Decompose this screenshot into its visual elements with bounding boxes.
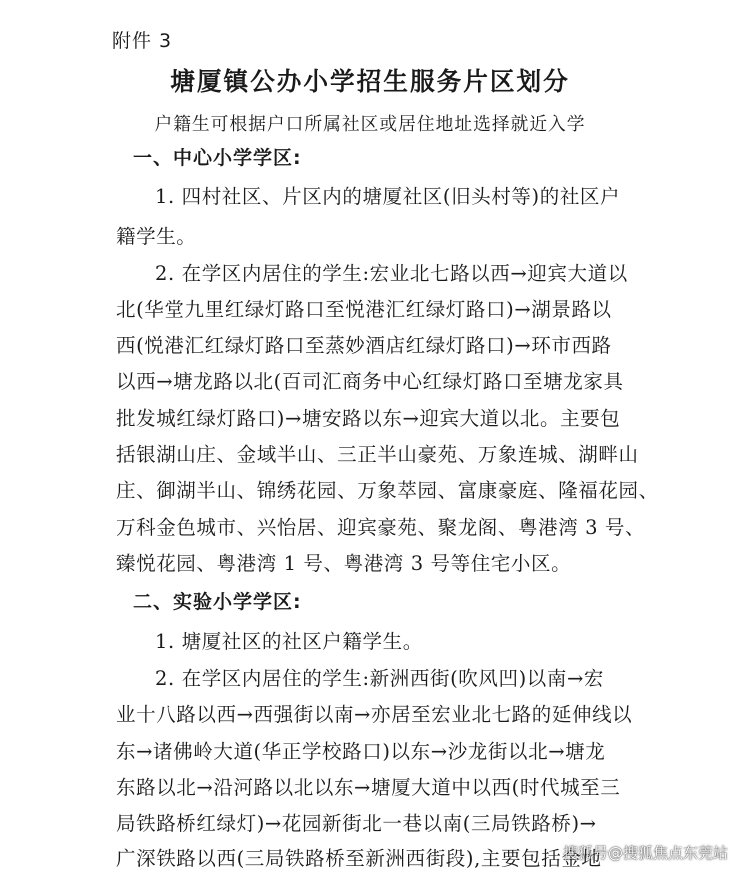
section1-heading: 一、中心小学学区: bbox=[133, 147, 302, 169]
paragraph-line: 括银湖山庄、金域半山、三正半山豪苑、万象连城、湖畔山 bbox=[116, 443, 639, 466]
paragraph-line: 批发城红绿灯路口)→塘安路以东→迎宾大道以北。主要包 bbox=[116, 407, 621, 430]
paragraph-line: 业十八路以西→西强街以南→亦居至宏业北七路的延伸线以 bbox=[116, 703, 633, 726]
paragraph-line: 东路以北→沿河路以北以东→塘厦大道中以西(时代城至三 bbox=[116, 776, 621, 799]
paragraph-line: 广深铁路以西(三局铁路桥至新洲西街段),主要包括金地 bbox=[116, 847, 602, 870]
paragraph-line: 2. 在学区内居住的学生:新洲西街(吹风凹)以南→宏 bbox=[155, 667, 605, 690]
paragraph-line: 西(悦港汇红绿灯路口至蒸妙酒店红绿灯路口)→环市西路 bbox=[116, 334, 612, 357]
paragraph-line: 局铁路桥红绿灯)→花园新街北一巷以南(三局铁路桥)→ bbox=[116, 812, 597, 835]
paragraph-line: 2. 在学区内居住的学生:宏业北七路以西→迎宾大道以 bbox=[155, 262, 628, 285]
attachment-label: 附件 3 bbox=[112, 30, 173, 52]
paragraph-line: 以西→塘龙路以北(百司汇商务中心红绿灯路口至塘龙家具 bbox=[116, 370, 624, 393]
paragraph-line: 庄、御湖半山、锦绣花园、万象萃园、富康豪庭、隆福花园、 bbox=[116, 479, 659, 502]
document-title: 塘厦镇公办小学招生服务片区划分 bbox=[170, 67, 570, 96]
section2-heading: 二、实验小学学区: bbox=[133, 591, 302, 613]
paragraph-line: 东→诸佛岭大道(华正学校路口)以东→沙龙街以北→塘龙 bbox=[116, 740, 606, 763]
paragraph-line: 北(华堂九里红绿灯路口至悦港汇红绿灯路口)→湖景路以 bbox=[116, 298, 612, 321]
document-subtitle: 户籍生可根据户口所属社区或居住地址选择就近入学 bbox=[154, 114, 586, 135]
paragraph-line: 籍学生。 bbox=[116, 225, 197, 248]
paragraph-line: 1. 塘厦社区的社区户籍学生。 bbox=[155, 630, 423, 653]
paragraph-line: 万科金色城市、兴怡居、迎宾豪苑、聚龙阁、粤港湾 3 号、 bbox=[116, 516, 646, 539]
paragraph-line: 1. 四村社区、片区内的塘厦社区(旧头村等)的社区户 bbox=[155, 185, 621, 208]
watermark: 搜狐号@搜狐焦点东莞站 bbox=[562, 844, 728, 862]
paragraph-line: 臻悦花园、粤港湾 1 号、粤港湾 3 号等住宅小区。 bbox=[116, 552, 572, 575]
